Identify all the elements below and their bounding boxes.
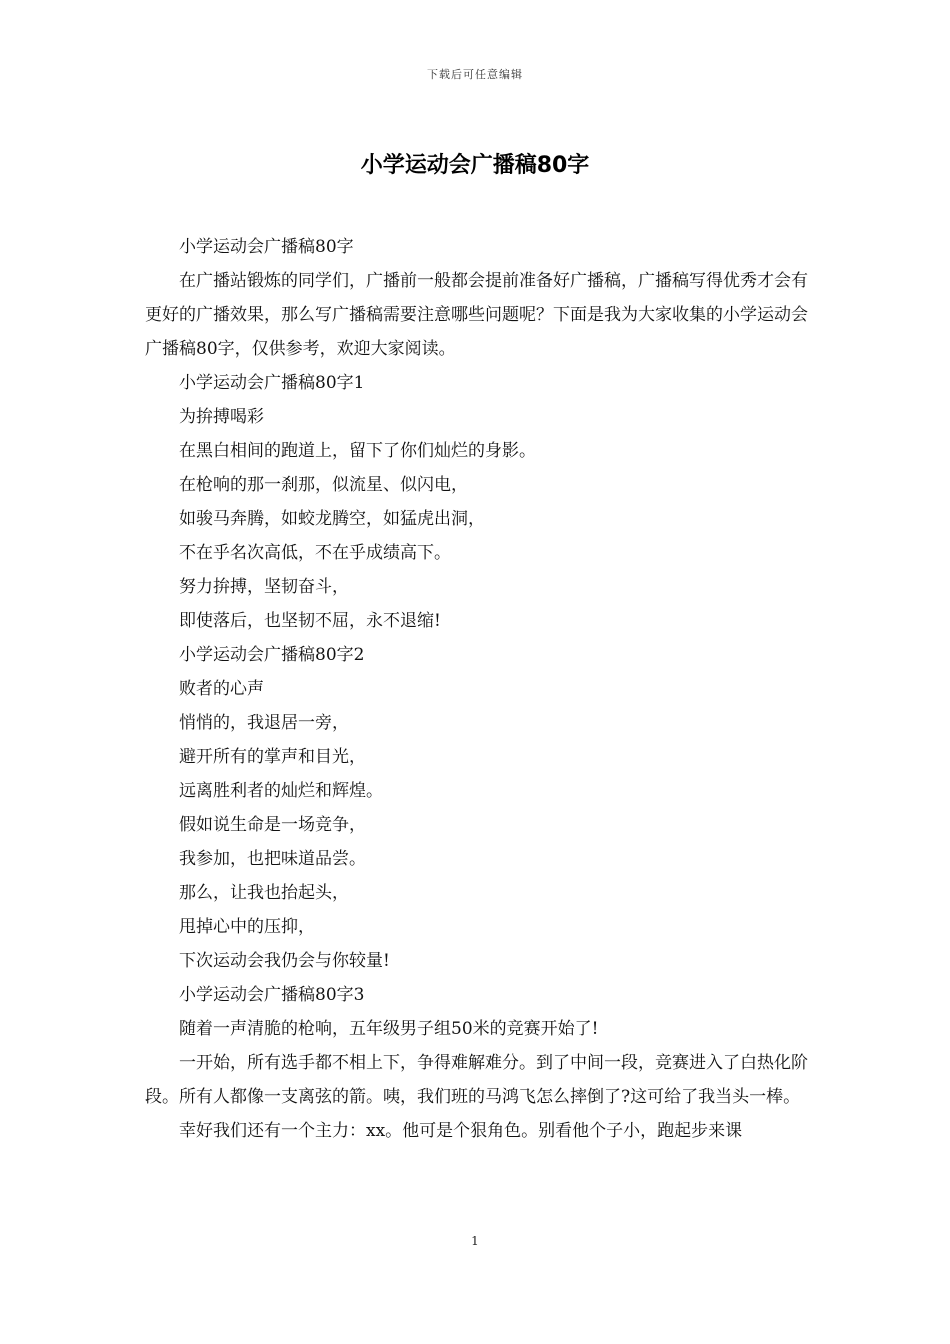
paragraph: 假如说生命是一场竞争， <box>179 815 366 835</box>
page-number: 1 <box>471 1234 479 1248</box>
paragraph: 败者的心声 <box>179 679 264 699</box>
paragraph: 一开始，所有选手都不相上下，争得难解难分。到了中间一段，竞赛进入了白热化阶段。所有人都像一支离弦的箭。咦，我们班的马鸿飞怎么摔倒了?这可给了我当头一棒。 <box>145 1053 808 1107</box>
paragraph: 努力拚搏，坚韧奋斗， <box>179 577 349 597</box>
document-title: 小学运动会广播稿80字 <box>360 153 590 178</box>
paragraph: 幸好我们还有一个主力：xx。他可是个狠角色。别看他个子小，跑起步来课 <box>179 1121 743 1141</box>
paragraph: 我参加，也把味道品尝。 <box>179 849 366 869</box>
document-body <box>145 230 809 1148</box>
paragraph: 小学运动会广播稿80字2 <box>179 645 365 665</box>
paragraph: 小学运动会广播稿80字 <box>179 237 354 257</box>
paragraph: 小学运动会广播稿80字1 <box>179 373 365 393</box>
paragraph: 下次运动会我仍会与你较量! <box>179 951 390 971</box>
paragraph: 在枪响的那一刹那，似流星、似闪电， <box>179 475 468 495</box>
paragraph: 不在乎名次高低，不在乎成绩高下。 <box>179 543 451 563</box>
paragraph: 在广播站锻炼的同学们，广播前一般都会提前准备好广播稿，广播稿写得优秀才会有更好的广播效果，那么写广播稿需要注意哪些问题呢？下面是我为大家收集的小学运动会广播稿80字，仅供参考，欢迎大家阅读。 <box>145 271 808 359</box>
paragraph: 悄悄的，我退居一旁， <box>179 713 349 733</box>
paragraph: 那么，让我也抬起头， <box>179 883 349 903</box>
paragraph: 远离胜利者的灿烂和辉煌。 <box>179 781 383 801</box>
page-header-note: 下载后可任意编辑 <box>427 68 523 81</box>
paragraph: 小学运动会广播稿80字3 <box>179 985 365 1005</box>
paragraph: 甩掉心中的压抑， <box>179 917 315 937</box>
paragraph: 在黑白相间的跑道上，留下了你们灿烂的身影。 <box>179 441 536 461</box>
paragraph: 即使落后，也坚韧不屈，永不退缩! <box>179 611 441 631</box>
paragraph: 避开所有的掌声和目光， <box>179 747 366 767</box>
paragraph: 为拚搏喝彩 <box>179 407 264 427</box>
paragraph: 如骏马奔腾，如蛟龙腾空，如猛虎出洞， <box>179 509 485 529</box>
paragraph: 随着一声清脆的枪响，五年级男子组50米的竞赛开始了! <box>179 1019 599 1039</box>
